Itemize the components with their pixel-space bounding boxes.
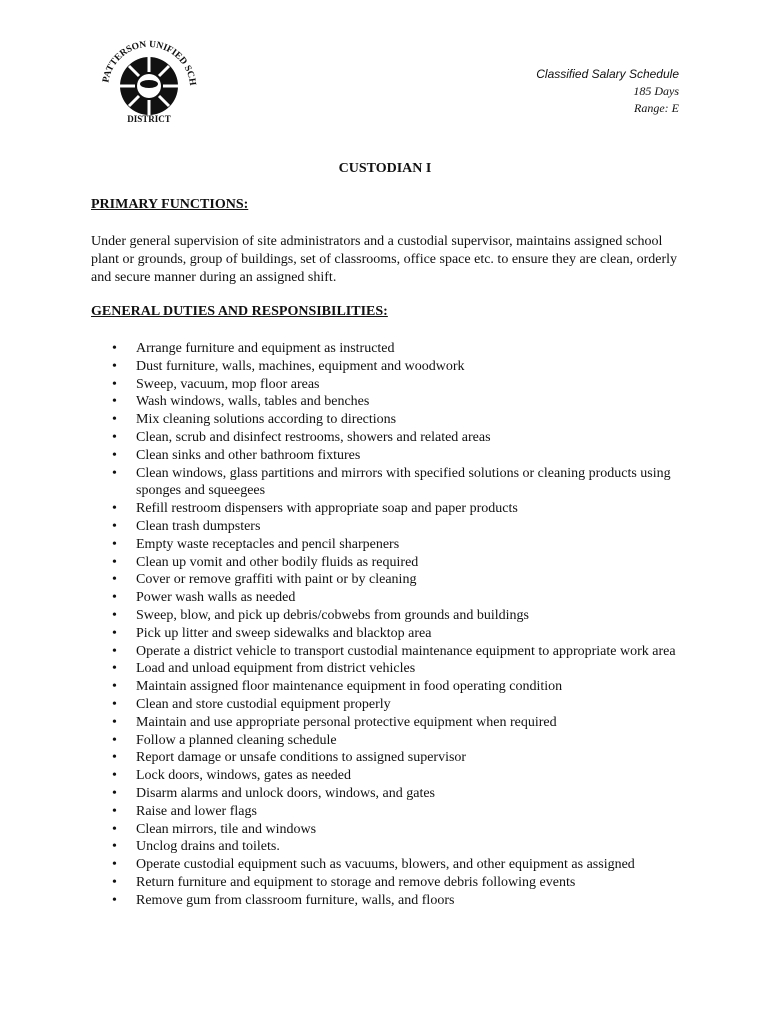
general-duties-heading: GENERAL DUTIES AND RESPONSIBILITIES: bbox=[91, 304, 388, 319]
primary-functions-text: Under general supervision of site administrators and a custodial supervisor, maintains assigned school plant or grounds, group of buildings, set of classrooms, office space etc. to ensure they are clean, orderly and secure manner during an assigned shift. bbox=[91, 234, 678, 285]
duty-item: • Return furniture and equipment to storage and remove debris following events bbox=[91, 874, 691, 892]
primary-functions-heading: PRIMARY FUNCTIONS: bbox=[91, 197, 249, 212]
duty-item: • Clean up vomit and other bodily fluids as required bbox=[91, 554, 691, 572]
district-logo bbox=[94, 26, 204, 126]
duty-item: • Clean windows, glass partitions and mirrors with specified solutions or cleaning products using sponges and squeegees bbox=[91, 465, 691, 501]
duty-item: • Power wash walls as needed bbox=[91, 589, 691, 607]
duty-item: • Operate a district vehicle to transport custodial maintenance equipment to appropriate work area bbox=[91, 643, 691, 661]
duty-item: • Sweep, blow, and pick up debris/cobwebs from grounds and buildings bbox=[91, 607, 691, 625]
duty-item: • Remove gum from classroom furniture, walls, and floors bbox=[91, 892, 691, 910]
duty-item: • Refill restroom dispensers with appropriate soap and paper products bbox=[91, 500, 691, 518]
duty-item: • Wash windows, walls, tables and benches bbox=[91, 393, 691, 411]
duty-item: • Clean, scrub and disinfect restrooms, showers and related areas bbox=[91, 429, 691, 447]
duty-item: • Dust furniture, walls, machines, equipment and woodwork bbox=[91, 358, 691, 376]
duty-item: • Unclog drains and toilets. bbox=[91, 838, 691, 856]
duty-item: • Pick up litter and sweep sidewalks and blacktop area bbox=[91, 625, 691, 643]
duty-item: • Maintain and use appropriate personal protective equipment when required bbox=[91, 714, 691, 732]
duty-item: • Maintain assigned floor maintenance equipment in food operating condition bbox=[91, 678, 691, 696]
duty-item: • Report damage or unsafe conditions to assigned supervisor bbox=[91, 749, 691, 767]
duty-item: • Load and unload equipment from district vehicles bbox=[91, 660, 691, 678]
duty-item: • Follow a planned cleaning schedule bbox=[91, 732, 691, 750]
duty-item: • Cover or remove graffiti with paint or by cleaning bbox=[91, 571, 691, 589]
district-seal-icon bbox=[94, 26, 204, 126]
duty-item: • Operate custodial equipment such as vacuums, blowers, and other equipment as assigned bbox=[91, 856, 691, 874]
logo-district-label: DISTRICT bbox=[127, 114, 171, 124]
duties-list bbox=[91, 340, 691, 910]
duty-item: • Clean trash dumpsters bbox=[91, 518, 691, 536]
days-label: 185 Days bbox=[633, 84, 679, 98]
duty-item: • Arrange furniture and equipment as instructed bbox=[91, 340, 691, 358]
salary-schedule-info bbox=[536, 66, 679, 117]
logo-arc-text: PATTERSON UNIFIED SCH bbox=[101, 39, 198, 87]
duty-item: • Raise and lower flags bbox=[91, 803, 691, 821]
duty-item: • Lock doors, windows, gates as needed bbox=[91, 767, 691, 785]
duty-item: • Empty waste receptacles and pencil sharpeners bbox=[91, 536, 691, 554]
duty-item: • Sweep, vacuum, mop floor areas bbox=[91, 376, 691, 394]
page-title: CUSTODIAN I bbox=[338, 161, 432, 176]
schedule-label: Classified Salary Schedule bbox=[536, 67, 679, 81]
duty-item: • Clean mirrors, tile and windows bbox=[91, 821, 691, 839]
duty-item: • Clean and store custodial equipment properly bbox=[91, 696, 691, 714]
duty-item: • Disarm alarms and unlock doors, windows, and gates bbox=[91, 785, 691, 803]
duty-item: • Mix cleaning solutions according to directions bbox=[91, 411, 691, 429]
duty-item: • Clean sinks and other bathroom fixtures bbox=[91, 447, 691, 465]
range-label: Range: E bbox=[634, 101, 679, 115]
